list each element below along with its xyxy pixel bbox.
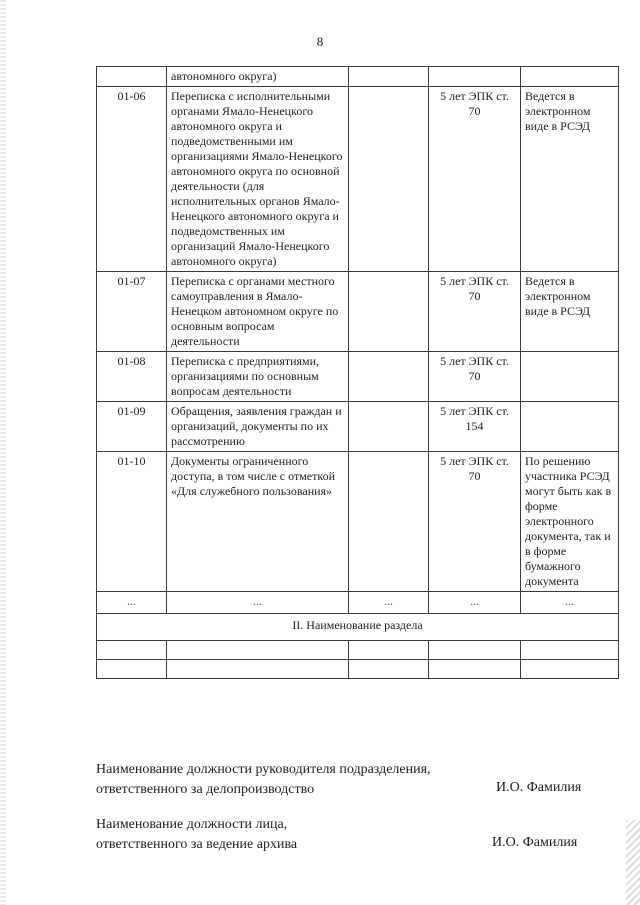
cell-count — [349, 452, 429, 592]
empty-cell — [349, 660, 429, 679]
signature-block-head — [96, 760, 431, 800]
cell-count — [349, 402, 429, 452]
cell-count — [349, 352, 429, 402]
cell-title: Переписка с исполнительными органами Ямало-Ненецкого автономного округа и подведомственными им организациями Ямало-Ненецкого автономного округа по основной деятельности (для исполнительных органов Ямало-Ненецкого автономного округа и подведомственных им организаций Ямало-Ненецкого автономного округа) — [167, 87, 349, 272]
cell-note — [521, 352, 619, 402]
cell-term: 5 лет ЭПК ст. 70 — [429, 352, 521, 402]
cell-index: 01-06 — [97, 87, 167, 272]
empty-cell — [167, 641, 349, 660]
empty-cell — [97, 660, 167, 679]
cell-count — [349, 272, 429, 352]
page-number: 8 — [316, 34, 324, 49]
cell-note: По решению участника РСЭД могут быть как в форме электронного документа, так и в форме бумажного документа — [521, 452, 619, 592]
cell-title: автономного округа) — [167, 67, 349, 87]
cell-term: 5 лет ЭПК ст. 70 — [429, 87, 521, 272]
scan-edge-artifact — [0, 0, 6, 905]
empty-cell — [429, 660, 521, 679]
cell-title: Переписка с предприятиями, организациями по основным вопросам деятельности — [167, 352, 349, 402]
empty-cell — [97, 641, 167, 660]
section-header-row — [97, 614, 619, 641]
cell-term: 5 лет ЭПК ст. 70 — [429, 272, 521, 352]
ellipsis-cell: ... — [97, 592, 167, 614]
cell-title: Обращения, заявления граждан и организаций, документы по их рассмотрению — [167, 402, 349, 452]
ellipsis-cell: ... — [349, 592, 429, 614]
signature-name: И.О. Фамилия — [492, 835, 578, 850]
cell-term: 5 лет ЭПК ст. 70 — [429, 452, 521, 592]
empty-cell — [167, 660, 349, 679]
table-row — [97, 402, 619, 452]
ellipsis-cell: ... — [521, 592, 619, 614]
nomenclature-table — [96, 66, 619, 679]
cell-note — [521, 67, 619, 87]
cell-note: Ведется в электронном виде в РСЭД — [521, 272, 619, 352]
table-row-empty — [97, 641, 619, 660]
cell-index: 01-10 — [97, 452, 167, 592]
signature-position-line: ответственного за делопроизводство — [96, 782, 315, 797]
ellipsis-cell: ... — [429, 592, 521, 614]
table-row — [97, 272, 619, 352]
cell-note — [521, 402, 619, 452]
table-row — [97, 87, 619, 272]
table-row-empty — [97, 660, 619, 679]
scan-corner-artifact — [626, 820, 640, 905]
cell-count — [349, 87, 429, 272]
empty-cell — [521, 660, 619, 679]
signature-block-archive — [96, 815, 297, 855]
cell-title: Переписка с органами местного самоуправления в Ямало-Ненецком автономном округе по основным вопросам деятельности — [167, 272, 349, 352]
cell-note: Ведется в электронном виде в РСЭД — [521, 87, 619, 272]
cell-index: 01-09 — [97, 402, 167, 452]
cell-index — [97, 67, 167, 87]
empty-cell — [521, 641, 619, 660]
signature-position-line: Наименование должности лица, — [96, 817, 288, 832]
empty-cell — [349, 641, 429, 660]
cell-count — [349, 67, 429, 87]
empty-cell — [429, 641, 521, 660]
cell-term — [429, 67, 521, 87]
table-row — [97, 452, 619, 592]
cell-index: 01-08 — [97, 352, 167, 402]
cell-term: 5 лет ЭПК ст. 154 — [429, 402, 521, 452]
table-row-ellipsis — [97, 592, 619, 614]
cell-title: Документы ограниченного доступа, в том числе с отметкой «Для служебного пользования» — [167, 452, 349, 592]
cell-index: 01-07 — [97, 272, 167, 352]
signature-position-line: Наименование должности руководителя подразделения, — [96, 762, 431, 777]
ellipsis-cell: ... — [167, 592, 349, 614]
signature-position-line: ответственного за ведение архива — [96, 837, 298, 852]
table-row — [97, 352, 619, 402]
signature-name: И.О. Фамилия — [496, 780, 582, 795]
table-row-continued — [97, 67, 619, 87]
section-title: II. Наименование раздела — [97, 614, 619, 641]
